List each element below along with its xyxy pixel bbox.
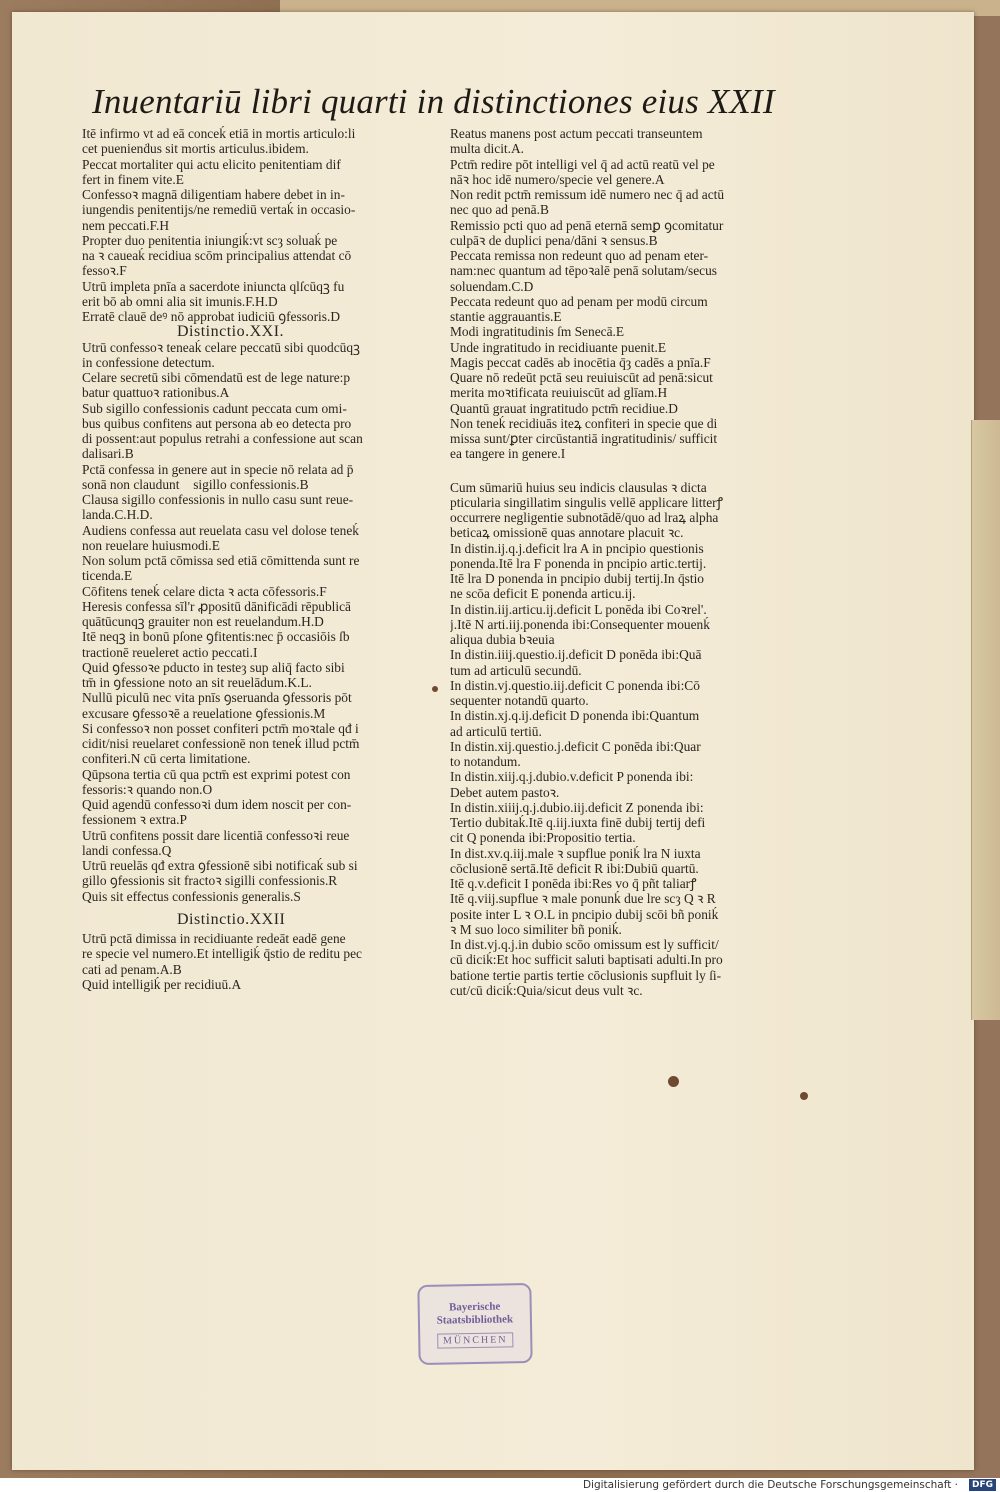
text-line: Remissio pcti quo ad penā eternā semꝑ ꝯcomitatur: [450, 217, 724, 233]
text-line: pticularia singillatim singulis vellē applicare litterꝭ: [450, 494, 723, 510]
text-line: Non solum pctā cōmissa sed etiā cōmittenda sunt re: [82, 553, 360, 568]
text-line: ponenda.Itē lra F ponenda in pncipio artic.tertij.: [450, 555, 707, 571]
footer-bar: [0, 1478, 1000, 1492]
text-line: merita moꝛtificata reuiuiscūt ad glīam.H: [450, 385, 668, 401]
text-line: iungendis penitentijs/ne remediū vertaḱ in occasio-: [82, 202, 356, 218]
text-line: batione tertie partis tertie cōclusionis supfluit ly ſi-: [450, 967, 722, 983]
text-line: to notandum.: [450, 754, 521, 769]
text-line: In distin.ij.q.j.deficit lra A in pncipio questionis: [450, 540, 704, 556]
text-line: Erratē clauē deꝰ nō approbat iudiciū ꝯfessoris.D: [82, 309, 341, 324]
stamp-line: Bayerische: [448, 1300, 501, 1313]
text-line: Modi ingratitudinis ſm Senecā.E: [450, 324, 625, 340]
text-line: Utrū reuelās qđ extra ꝯfessionē sibi notificaḱ sub si: [82, 858, 358, 873]
text-line: tractionē reueleret actio peccati.I: [82, 644, 258, 660]
text-line: Itē infirmo vt ad eā conceḱ etiā in mortis articulo:li: [82, 126, 356, 141]
text-line: quātūcunqꝫ grauiter non est reuelandum.H.D: [82, 614, 324, 629]
text-line: cit Q ponenda ibi:Propositio tertia.: [450, 830, 636, 846]
text-line: batur quattuoꝛ rationibus.A: [82, 385, 230, 401]
text-line: gillo ꝯfessionis sit fractoꝛ sigilli confessionis.R: [82, 873, 338, 889]
text-line: Clausa sigillo confessionis in nullo casu sunt reue-: [82, 492, 354, 507]
text-line: In dist.vj.q.j.in dubio scōo omissum est ly sufficit/: [450, 937, 719, 952]
text-line: Utrū confitens possit dare licentiā confessoꝛi reue: [82, 827, 350, 843]
text-line: cidit/nisi reuelaret confessionē non teneḱ illud pctm̄: [82, 736, 360, 751]
text-line: In distin.xj.q.ij.deficit D ponenda ibi:Quantum: [450, 708, 700, 724]
text-line: cū diciḱ:Et hoc sufficit saluti baptisati adulti.In pro: [450, 952, 723, 968]
library-stamp: [417, 1283, 532, 1365]
text-line: occurrere negligentie subnotādē/quo ad lraꝝ alpha: [450, 510, 719, 525]
left-text-column: [82, 126, 444, 992]
text-line: In dist.xv.q.iij.male ꝛ supflue poniḱ lra N iuxta: [450, 845, 701, 861]
text-line: nam:nec quantum ad tēpoꝛalē penā solutam/secus: [450, 263, 718, 279]
text-line: nāꝛ hoc idē numero/specie vel genere.A: [450, 171, 665, 187]
text-line: tm̄ in ꝯfessione noto an sit reuelādum.K.L.: [82, 675, 312, 690]
text-line: Peccata redeunt quo ad penam per modū circum: [450, 293, 708, 309]
text-line: beticaꝝ omissionē quas annotare placuit ꝛc.: [450, 525, 684, 541]
text-line: Non teneḱ recidiuās iteꝝ confiteri in specie que di: [450, 415, 718, 431]
text-line: Itē q.v.deficit I ponēda ibi:Res vo q̄ pñt taliarꝭ: [450, 876, 697, 891]
text-line: excusare ꝯfessoꝛē a reuelatione ꝯfessionis.M: [82, 705, 326, 721]
stamp-city: MÜNCHEN: [437, 1332, 514, 1348]
text-line: Itē q.viij.supflue ꝛ male ponunḱ due lre scȝ Q ꝛ R: [450, 891, 716, 907]
text-line: nec quo ad penā.B: [450, 202, 549, 218]
text-line: cet puenienḋus sit mortis articulus.ibidem.: [82, 141, 309, 157]
text-line: Heresis confessa sīl'r ꝓpositū dānificādi rēpublicā: [82, 598, 351, 614]
text-line: landi confessa.Q: [82, 842, 172, 858]
text-line: nem peccati.F.H: [82, 217, 170, 233]
text-line: Itē neqꝫ in bonū pſone ꝯfitentis:nec p̄ occasiōis ſb: [82, 629, 350, 645]
text-line: Utrū confessoꝛ teneaḱ celare peccatū sibi quodcūqꝫ: [82, 339, 360, 355]
text-line: ꝛ M suo loco similiter bñ poniḱ.: [450, 921, 622, 937]
text-line: fessionem ꝛ extra.P: [82, 812, 187, 828]
text-line: posite inter L ꝛ O.L in pncipio dubij scōi bñ poniḱ: [450, 906, 719, 922]
text-line: Sub sigillo confessionis cadunt peccata cum omi-: [82, 400, 347, 416]
text-line: In distin.iiij.questio.ij.deficit D ponēda ibi:Quā: [450, 647, 702, 663]
text-line: tum ad articulū secundū.: [450, 662, 582, 678]
text-line: aliqua dubia bꝛeuia: [450, 632, 555, 647]
text-line: Audiens confessa aut reuelata casu vel dolose teneḱ: [82, 522, 360, 538]
text-line: na ꝛ caueaḱ recidiua scōm principalius attendat cō: [82, 248, 352, 263]
text-line: In distin.xiij.q.j.dubio.v.deficit P ponenda ibi:: [450, 769, 694, 785]
text-line: ad articulū tertiū.: [450, 723, 542, 739]
text-line: Si confessoꝛ non posset confiteri pctm̄ moꝛtale qđ i: [82, 720, 359, 736]
text-line: Confessoꝛ magnā diligentiam habere debet in in-: [82, 187, 345, 202]
text-line: missa sunt/ꝑter circūstantiā ingratitudinis/ sufficit: [450, 431, 718, 446]
text-line: In distin.xij.questio.j.deficit C ponēda ibi:Quar: [450, 738, 701, 754]
text-line: Quare nō redeūt pctā seu reuiuiscūt ad penā:sicut: [450, 370, 713, 385]
text-line: fessoris:ꝛ quando non.O: [82, 781, 213, 797]
text-line: Quid intelligiḱ per recidiuū.A: [82, 976, 242, 992]
ink-spot: [668, 1076, 679, 1087]
text-line: Utrū impleta pnīa a sacerdote iniuncta qlſcūqꝫ fu: [82, 278, 345, 294]
text-line: Reatus manens post actum peccati transeuntem: [450, 126, 703, 141]
text-line: cut/cū diciḱ:Quia/sicut deus vult ꝛc.: [450, 982, 643, 998]
text-line: ticenda.E: [82, 568, 133, 584]
text-line: Non redit pctm̄ remissum idē numero nec q̄ ad actū: [450, 187, 725, 202]
text-line: In distin.xiiij.q.j.dubio.iij.deficit Z ponenda ibi:: [450, 799, 704, 815]
text-line: non reuelare huiusmodi.E: [82, 537, 220, 553]
text-line: Quantū grauat ingratitudo pctm̄ recidiue.D: [450, 400, 678, 416]
text-line: Qūpsona tertia cū qua pctm̄ est exprimi potest con: [82, 766, 351, 782]
paper-flap: [971, 420, 1000, 1020]
text-line: ne scōa deficit E ponenda articu.ij.: [450, 586, 636, 602]
text-line: Tertio dubitaḱ.Itē q.iij.iuxta finē dubij tertij defi: [450, 815, 706, 830]
text-line: Utrū pctā dimissa in recidiuante redeāt eadē gene: [82, 931, 346, 946]
text-line: Celare secretū sibi cōmendatū est de lege nature:p: [82, 370, 351, 385]
text-line: Pctā confessa in genere aut in specie nō relata ad p̄: [82, 461, 354, 477]
text-line: Pctm̄ redire pōt intelligi vel q̄ ad actū reatū vel pe: [450, 156, 715, 172]
text-line: dalisari.B: [82, 446, 134, 462]
text-line: Unde ingratitudo in recidiuante puenit.E: [450, 339, 667, 355]
text-line: Itē lra D ponenda in pncipio dubij tertij.In q̄stio: [450, 571, 704, 586]
text-line: ea tangere in genere.I: [450, 446, 566, 462]
text-line: multa dicit.A.: [450, 141, 525, 157]
text-line: Peccat mortaliter qui actu elicito penitentiam dif: [82, 156, 341, 172]
text-line: Debet autem pastoꝛ.: [450, 784, 560, 800]
text-line: soluendam.C.D: [450, 278, 534, 294]
text-line: Cōfitens teneḱ celare dicta ꝛ acta cōfessoris.F: [82, 583, 327, 599]
text-line: landa.C.H.D.: [82, 507, 153, 523]
dfg-logo: DFG: [969, 1479, 996, 1491]
text-line: cati ad penam.A.B: [82, 961, 182, 977]
text-line: re specie vel numero.Et intelligiḱ q̄stio de reditu pec: [82, 946, 363, 962]
text-line: sequenter notandū quarto.: [450, 693, 589, 708]
text-line: Nullū piculū nec vita pnīs ꝯseruanda ꝯfessoris pōt: [82, 690, 352, 706]
text-line: Distinctio.XXI.: [177, 324, 285, 340]
text-line: bus quibus confitens aut persona ab eo detecta pro: [82, 415, 352, 431]
text-line: culpāꝛ de duplici pena/dāni ꝛ sensus.B: [450, 232, 658, 248]
text-line: Magis peccat cadēs ab inocētia q̄ȝ cadēs a pnīa.F: [450, 354, 711, 370]
stamp-line: Staatsbibliothek: [436, 1312, 514, 1327]
text-line: Cum sūmariū huius seu indicis clausulas ꝛ dicta: [450, 479, 707, 495]
text-line: confiteri.N cū certa limitatione.: [82, 751, 251, 767]
text-line: Quid agendū confessoꝛi dum idem noscit per con-: [82, 797, 352, 812]
text-line: j.Itē N arti.iij.ponenda ibi:Consequenter mouenḱ: [450, 616, 710, 632]
text-line: stantie aggrauantis.E: [450, 309, 562, 324]
text-line: cōclusionē sertā.Itē deficit R ibi:Dubiū quartū.: [450, 860, 699, 876]
text-line: in confessione detectum.: [82, 354, 215, 370]
ink-spot: [432, 686, 438, 692]
page-title: Inuentariū libri quarti in distinctiones eius XXII: [92, 82, 775, 121]
text-line: Propter duo penitentia iniungiḱ:vt scȝ soluaḱ pe: [82, 232, 338, 248]
text-line: di possent:aut populus retrahi a confessione aut scan: [82, 431, 363, 446]
text-line: sonā non clauduntᷓ sigillo confessionis.B: [82, 476, 309, 492]
right-text-column: [450, 126, 810, 998]
text-line: erit bō ab omni alia sit imunis.F.H.D: [82, 293, 278, 309]
text-line: fessoꝛ.F: [82, 263, 127, 279]
ink-spot: [800, 1092, 808, 1100]
text-line: Distinctio.XXII: [177, 911, 286, 927]
footer-credit: Digitalisierung gefördert durch die Deutsche Forschungsgemeinschaft ·: [582, 1479, 958, 1491]
text-line: Quis sit effectus confessionis generalis.S: [82, 888, 301, 904]
text-line: Quid ꝯfessoꝛe pducto in testeȝ sup aliq̄ facto sibi: [82, 659, 345, 675]
text-line: fert in finem vite.E: [82, 171, 184, 187]
text-line: In distin.vj.questio.iij.deficit C ponenda ibi:Cō: [450, 677, 700, 693]
text-line: In distin.iij.articu.ij.deficit L ponēda ibi Coꝛrel'.: [450, 601, 707, 617]
text-line: Peccata remissa non redeunt quo ad penam eter-: [450, 248, 709, 263]
